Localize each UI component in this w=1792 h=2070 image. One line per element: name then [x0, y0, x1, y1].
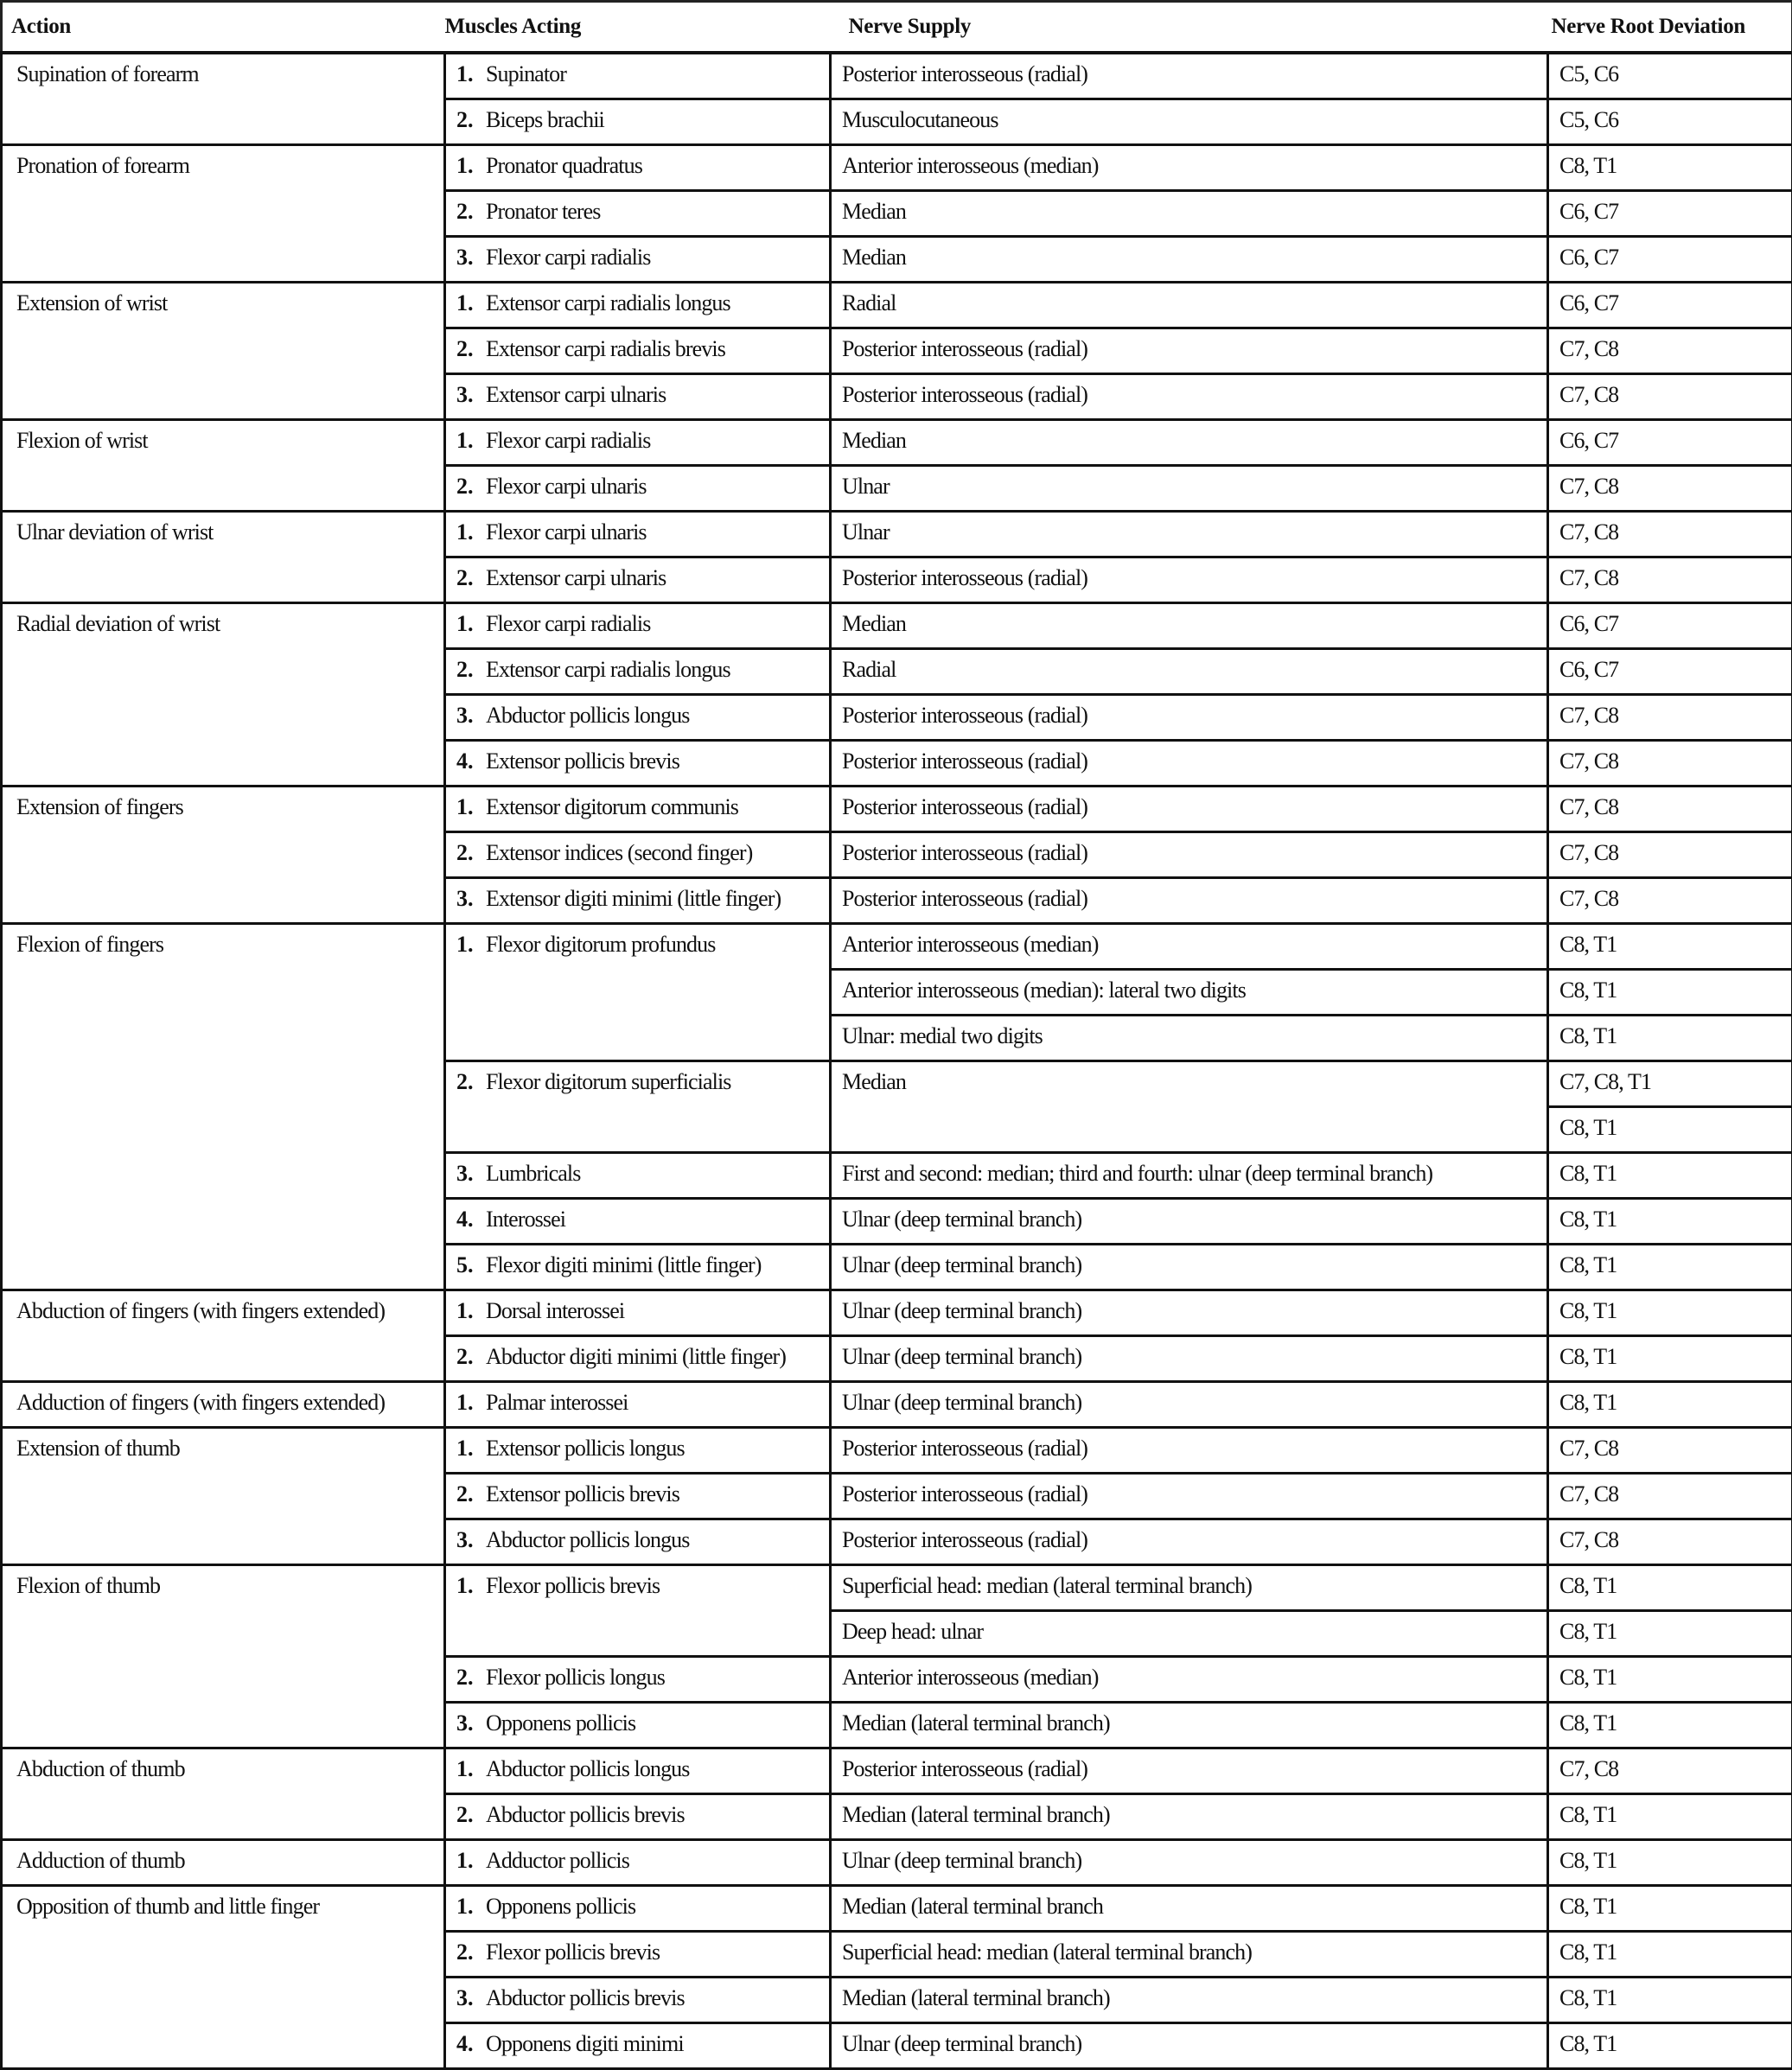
muscle-name: Flexor carpi ulnaris	[486, 474, 647, 499]
table-row	[2, 512, 1792, 557]
muscle-number: 3.	[456, 1709, 486, 1738]
muscle-number: 2.	[456, 655, 486, 685]
nerve-root-cell: C6, C7	[1548, 649, 1792, 695]
nerve-root-cell: C8, T1	[1548, 1016, 1792, 1061]
nerve-supply-cell: Ulnar (deep terminal branch)	[831, 1840, 1548, 1886]
muscle-number: 4.	[456, 1205, 486, 1234]
header-muscles-acting: Muscles Acting	[445, 2, 831, 54]
nerve-root-cell: C8, T1	[1548, 1245, 1792, 1290]
nerve-root-cell: C6, C7	[1548, 191, 1792, 237]
muscle-cell	[445, 328, 831, 374]
action-cell: Pronation of forearm	[2, 145, 445, 283]
nerve-root-cell: C8, T1	[1548, 1611, 1792, 1657]
table-row	[2, 603, 1792, 649]
nerve-supply-cell: Ulnar	[831, 466, 1548, 512]
muscle-name: Lumbricals	[486, 1161, 580, 1186]
muscle-name: Abductor pollicis longus	[486, 1756, 690, 1781]
muscle-number: 3.	[456, 1525, 486, 1555]
table-row	[2, 924, 1792, 970]
nerve-root-cell: C7, C8	[1548, 695, 1792, 741]
muscle-name: Extensor indices (second finger)	[486, 840, 752, 865]
muscle-cell	[445, 1978, 831, 2023]
muscle-name: Abductor digiti minimi (little finger)	[486, 1344, 786, 1369]
muscle-cell	[445, 1428, 831, 1474]
muscle-number: 3.	[456, 1984, 486, 2013]
nerve-supply-cell: Median (lateral terminal branch)	[831, 1978, 1548, 2023]
muscle-number: 2.	[456, 1800, 486, 1830]
muscle-cell	[445, 1748, 831, 1794]
muscle-number: 1.	[456, 609, 486, 639]
nerve-root-cell: C5, C6	[1548, 53, 1792, 99]
muscle-cell	[445, 1199, 831, 1245]
muscle-number: 2.	[456, 472, 486, 501]
muscle-number: 1.	[456, 1755, 486, 1784]
nerve-root-cell: C7, C8	[1548, 787, 1792, 832]
muscle-cell	[445, 1061, 831, 1153]
nerve-root-cell: C6, C7	[1548, 283, 1792, 328]
muscle-number: 3.	[456, 380, 486, 410]
muscle-number: 1.	[456, 793, 486, 822]
muscle-cell	[445, 1474, 831, 1519]
nerve-supply-cell: Posterior interosseous (radial)	[831, 557, 1548, 603]
muscle-name: Extensor digitorum communis	[486, 794, 738, 819]
nerve-supply-cell: Ulnar (deep terminal branch)	[831, 1245, 1548, 1290]
muscle-cell	[445, 649, 831, 695]
muscle-name: Opponens pollicis	[486, 1710, 635, 1736]
muscle-name: Extensor carpi ulnaris	[486, 382, 666, 407]
muscle-name: Opponens pollicis	[486, 1894, 635, 1919]
muscle-name: Extensor carpi radialis longus	[486, 657, 730, 682]
nerve-supply-cell: Median	[831, 1061, 1548, 1153]
action-cell: Flexion of fingers	[2, 924, 445, 1290]
table-row	[2, 1382, 1792, 1428]
table-row	[2, 1565, 1792, 1611]
muscle-number: 1.	[456, 426, 486, 455]
nerve-supply-cell: Median	[831, 420, 1548, 466]
action-cell: Supination of forearm	[2, 53, 445, 145]
action-cell: Flexion of wrist	[2, 420, 445, 512]
muscle-name: Extensor carpi radialis longus	[486, 290, 730, 315]
nerve-supply-cell: Superficial head: median (lateral terminal branch)	[831, 1565, 1548, 1611]
table-row	[2, 1428, 1792, 1474]
table-row	[2, 53, 1792, 99]
muscle-name: Extensor pollicis longus	[486, 1436, 685, 1461]
nerve-root-cell: C7, C8	[1548, 512, 1792, 557]
muscle-number: 5.	[456, 1251, 486, 1280]
muscle-name: Abductor pollicis longus	[486, 1527, 690, 1552]
table-header	[2, 2, 1792, 54]
nerve-root-cell: C7, C8	[1548, 374, 1792, 420]
nerve-root-cell: C8, T1	[1548, 1932, 1792, 1978]
nerve-supply-cell: Ulnar	[831, 512, 1548, 557]
muscle-number: 4.	[456, 2029, 486, 2059]
action-cell: Extension of thumb	[2, 1428, 445, 1565]
muscle-number: 2.	[456, 334, 486, 364]
muscle-cell	[445, 1703, 831, 1748]
nerve-root-cell: C7, C8	[1548, 328, 1792, 374]
muscle-name: Flexor digitorum profundus	[486, 932, 715, 957]
muscle-cell	[445, 283, 831, 328]
nerve-supply-cell: Ulnar (deep terminal branch)	[831, 1199, 1548, 1245]
muscle-number: 3.	[456, 701, 486, 730]
nerve-supply-cell: Anterior interosseous (median)	[831, 145, 1548, 191]
muscle-name: Abductor pollicis longus	[486, 703, 690, 728]
muscle-cell	[445, 237, 831, 283]
nerve-supply-cell: Superficial head: median (lateral terminal branch)	[831, 1932, 1548, 1978]
nerve-supply-cell: Ulnar (deep terminal branch)	[831, 1290, 1548, 1336]
nerve-supply-cell: Deep head: ulnar	[831, 1611, 1548, 1657]
nerve-supply-cell: Ulnar (deep terminal branch)	[831, 1382, 1548, 1428]
nerve-supply-cell: Posterior interosseous (radial)	[831, 832, 1548, 878]
muscle-number: 1.	[456, 1296, 486, 1326]
nerve-root-cell: C7, C8	[1548, 1474, 1792, 1519]
muscle-name: Palmar interossei	[486, 1390, 628, 1415]
muscle-cell	[445, 1840, 831, 1886]
muscle-name: Flexor carpi radialis	[486, 245, 650, 270]
muscle-name: Pronator teres	[486, 199, 601, 224]
nerve-root-cell: C7, C8	[1548, 1748, 1792, 1794]
muscle-number: 1.	[456, 289, 486, 318]
muscle-cell	[445, 603, 831, 649]
nerve-supply-cell: Anterior interosseous (median)	[831, 924, 1548, 970]
action-cell: Adduction of thumb	[2, 1840, 445, 1886]
muscle-cell	[445, 1290, 831, 1336]
muscle-number: 1.	[456, 1846, 486, 1876]
nerve-root-cell: C7, C8	[1548, 832, 1792, 878]
action-cell: Abduction of thumb	[2, 1748, 445, 1840]
muscle-name: Opponens digiti minimi	[486, 2031, 684, 2056]
muscle-number: 2.	[456, 1067, 486, 1097]
muscle-number: 2.	[456, 1480, 486, 1509]
muscle-number: 1.	[456, 1571, 486, 1601]
muscle-name: Flexor carpi ulnaris	[486, 519, 647, 545]
nerve-root-cell: C5, C6	[1548, 99, 1792, 145]
action-cell: Ulnar deviation of wrist	[2, 512, 445, 603]
muscle-number: 2.	[456, 1663, 486, 1692]
nerve-supply-cell: Median	[831, 603, 1548, 649]
header-action: Action	[2, 2, 445, 54]
muscle-cell	[445, 99, 831, 145]
nerve-root-cell: C8, T1	[1548, 1840, 1792, 1886]
nerve-supply-cell: Posterior interosseous (radial)	[831, 878, 1548, 924]
muscle-number: 1.	[456, 151, 486, 181]
nerve-supply-cell: Median (lateral terminal branch	[831, 1886, 1548, 1932]
muscle-cell	[445, 787, 831, 832]
muscle-cell	[445, 466, 831, 512]
nerve-root-cell: C8, T1	[1548, 1107, 1792, 1153]
header-row	[2, 2, 1792, 54]
nerve-root-cell: C8, T1	[1548, 1703, 1792, 1748]
muscle-name: Abductor pollicis brevis	[486, 1985, 685, 2010]
nerve-root-cell: C8, T1	[1548, 1978, 1792, 2023]
muscle-name: Flexor pollicis brevis	[486, 1573, 660, 1598]
muscle-cell	[445, 557, 831, 603]
action-cell: Adduction of fingers (with fingers extended)	[2, 1382, 445, 1428]
nerve-supply-cell: Median (lateral terminal branch)	[831, 1794, 1548, 1840]
nerve-root-cell: C8, T1	[1548, 1336, 1792, 1382]
muscle-name: Extensor digiti minimi (little finger)	[486, 886, 781, 911]
muscle-number: 3.	[456, 243, 486, 272]
nerve-supply-cell: Posterior interosseous (radial)	[831, 53, 1548, 99]
muscle-cell	[445, 832, 831, 878]
muscle-cell	[445, 1565, 831, 1657]
nerve-root-cell: C8, T1	[1548, 1886, 1792, 1932]
nerve-root-cell: C8, T1	[1548, 145, 1792, 191]
muscle-number: 3.	[456, 884, 486, 914]
muscle-cell	[445, 695, 831, 741]
muscle-number: 1.	[456, 1892, 486, 1921]
nerve-root-cell: C7, C8	[1548, 557, 1792, 603]
muscle-number: 2.	[456, 197, 486, 226]
muscle-name: Extensor carpi ulnaris	[486, 565, 666, 590]
table-row	[2, 1290, 1792, 1336]
nerve-root-cell: C8, T1	[1548, 1382, 1792, 1428]
muscle-name: Abductor pollicis brevis	[486, 1802, 685, 1827]
muscle-name: Flexor pollicis longus	[486, 1665, 665, 1690]
nerve-root-cell: C8, T1	[1548, 1153, 1792, 1199]
nerve-root-cell: C6, C7	[1548, 420, 1792, 466]
nerve-supply-cell: Anterior interosseous (median)	[831, 1657, 1548, 1703]
muscle-name: Extensor pollicis brevis	[486, 748, 679, 774]
muscle-cell	[445, 924, 831, 1061]
muscle-cell	[445, 374, 831, 420]
muscle-name: Flexor carpi radialis	[486, 428, 650, 453]
muscle-name: Pronator quadratus	[486, 153, 642, 178]
table-row	[2, 145, 1792, 191]
nerve-supply-cell: Posterior interosseous (radial)	[831, 787, 1548, 832]
muscle-cell	[445, 420, 831, 466]
nerve-root-cell: C8, T1	[1548, 1199, 1792, 1245]
muscle-number: 1.	[456, 1434, 486, 1463]
nerve-supply-cell: Posterior interosseous (radial)	[831, 1748, 1548, 1794]
muscle-name: Interossei	[486, 1207, 565, 1232]
nerve-root-cell: C8, T1	[1548, 1290, 1792, 1336]
nerve-root-cell: C7, C8	[1548, 466, 1792, 512]
nerve-supply-cell: Musculocutaneous	[831, 99, 1548, 145]
nerve-root-cell: C8, T1	[1548, 1565, 1792, 1611]
muscle-cell	[445, 191, 831, 237]
nerve-supply-cell: Radial	[831, 649, 1548, 695]
muscle-name: Biceps brachii	[486, 107, 604, 132]
nerve-supply-cell: Median	[831, 237, 1548, 283]
nerve-root-cell: C7, C8	[1548, 878, 1792, 924]
muscle-cell	[445, 1245, 831, 1290]
action-cell: Extension of wrist	[2, 283, 445, 420]
nerve-supply-cell: First and second: median; third and fourth: ulnar (deep terminal branch)	[831, 1153, 1548, 1199]
muscle-cell	[445, 1657, 831, 1703]
nerve-supply-cell: Median	[831, 191, 1548, 237]
nerve-root-cell: C8, T1	[1548, 970, 1792, 1016]
nerve-supply-cell: Posterior interosseous (radial)	[831, 328, 1548, 374]
muscle-name: Flexor digiti minimi (little finger)	[486, 1252, 762, 1277]
table-row	[2, 1748, 1792, 1794]
action-cell: Flexion of thumb	[2, 1565, 445, 1748]
nerve-root-cell: C8, T1	[1548, 1794, 1792, 1840]
nerve-root-cell: C7, C8	[1548, 1428, 1792, 1474]
muscle-number: 1.	[456, 60, 486, 89]
nerve-root-cell: C7, C8	[1548, 1519, 1792, 1565]
nerve-supply-cell: Median (lateral terminal branch)	[831, 1703, 1548, 1748]
nerve-supply-cell: Posterior interosseous (radial)	[831, 1428, 1548, 1474]
table-body	[2, 53, 1792, 2069]
muscle-cell	[445, 2023, 831, 2069]
nerve-supply-cell: Ulnar (deep terminal branch)	[831, 1336, 1548, 1382]
table-row	[2, 420, 1792, 466]
muscle-name: Supinator	[486, 61, 566, 86]
nerve-root-cell: C8, T1	[1548, 2023, 1792, 2069]
muscle-name: Adductor pollicis	[486, 1848, 629, 1873]
nerve-supply-cell: Posterior interosseous (radial)	[831, 1474, 1548, 1519]
muscle-name: Extensor carpi radialis brevis	[486, 336, 725, 361]
nerve-supply-cell: Ulnar: medial two digits	[831, 1016, 1548, 1061]
muscle-name: Flexor pollicis brevis	[486, 1939, 660, 1965]
muscle-cell	[445, 1519, 831, 1565]
muscle-cell	[445, 145, 831, 191]
action-cell: Extension of fingers	[2, 787, 445, 924]
nerve-root-cell: C6, C7	[1548, 237, 1792, 283]
nerve-supply-cell: Posterior interosseous (radial)	[831, 741, 1548, 787]
nerve-root-cell: C8, T1	[1548, 924, 1792, 970]
nerve-supply-cell: Radial	[831, 283, 1548, 328]
nerve-supply-cell: Ulnar (deep terminal branch)	[831, 2023, 1548, 2069]
action-cell: Abduction of fingers (with fingers extended)	[2, 1290, 445, 1382]
nerve-supply-cell: Posterior interosseous (radial)	[831, 374, 1548, 420]
table-row	[2, 787, 1792, 832]
muscle-number: 2.	[456, 105, 486, 135]
nerve-root-cell: C6, C7	[1548, 603, 1792, 649]
table-row	[2, 283, 1792, 328]
action-cell: Opposition of thumb and little finger	[2, 1886, 445, 2069]
muscle-number: 4.	[456, 747, 486, 776]
muscle-cell	[445, 1153, 831, 1199]
muscle-name: Flexor digitorum superficialis	[486, 1069, 731, 1094]
muscle-name: Extensor pollicis brevis	[486, 1481, 679, 1506]
nerve-root-cell: C7, C8, T1	[1548, 1061, 1792, 1107]
nerve-supply-cell: Posterior interosseous (radial)	[831, 695, 1548, 741]
table-row	[2, 1886, 1792, 1932]
muscle-name: Flexor carpi radialis	[486, 611, 650, 636]
header-nerve-supply: Nerve Supply	[831, 2, 1548, 54]
muscle-cell	[445, 1382, 831, 1428]
muscle-number: 3.	[456, 1159, 486, 1188]
muscle-number: 2.	[456, 1938, 486, 1967]
nerve-root-cell: C8, T1	[1548, 1657, 1792, 1703]
muscle-number: 1.	[456, 930, 486, 959]
nerve-root-cell: C7, C8	[1548, 741, 1792, 787]
muscle-name: Dorsal interossei	[486, 1298, 624, 1323]
muscle-cell	[445, 1886, 831, 1932]
muscle-cell	[445, 741, 831, 787]
nerve-supply-cell: Anterior interosseous (median): lateral two digits	[831, 970, 1548, 1016]
muscle-number: 2.	[456, 564, 486, 593]
muscle-number: 1.	[456, 1388, 486, 1417]
muscle-cell	[445, 1794, 831, 1840]
muscle-cell	[445, 878, 831, 924]
nerve-supply-cell: Posterior interosseous (radial)	[831, 1519, 1548, 1565]
muscle-cell	[445, 53, 831, 99]
table-row	[2, 1840, 1792, 1886]
muscle-cell	[445, 1336, 831, 1382]
muscle-cell	[445, 512, 831, 557]
muscle-number: 2.	[456, 838, 486, 868]
muscle-number: 1.	[456, 518, 486, 547]
action-cell: Radial deviation of wrist	[2, 603, 445, 787]
muscle-number: 2.	[456, 1342, 486, 1372]
header-nerve-root: Nerve Root Deviation	[1548, 2, 1792, 54]
